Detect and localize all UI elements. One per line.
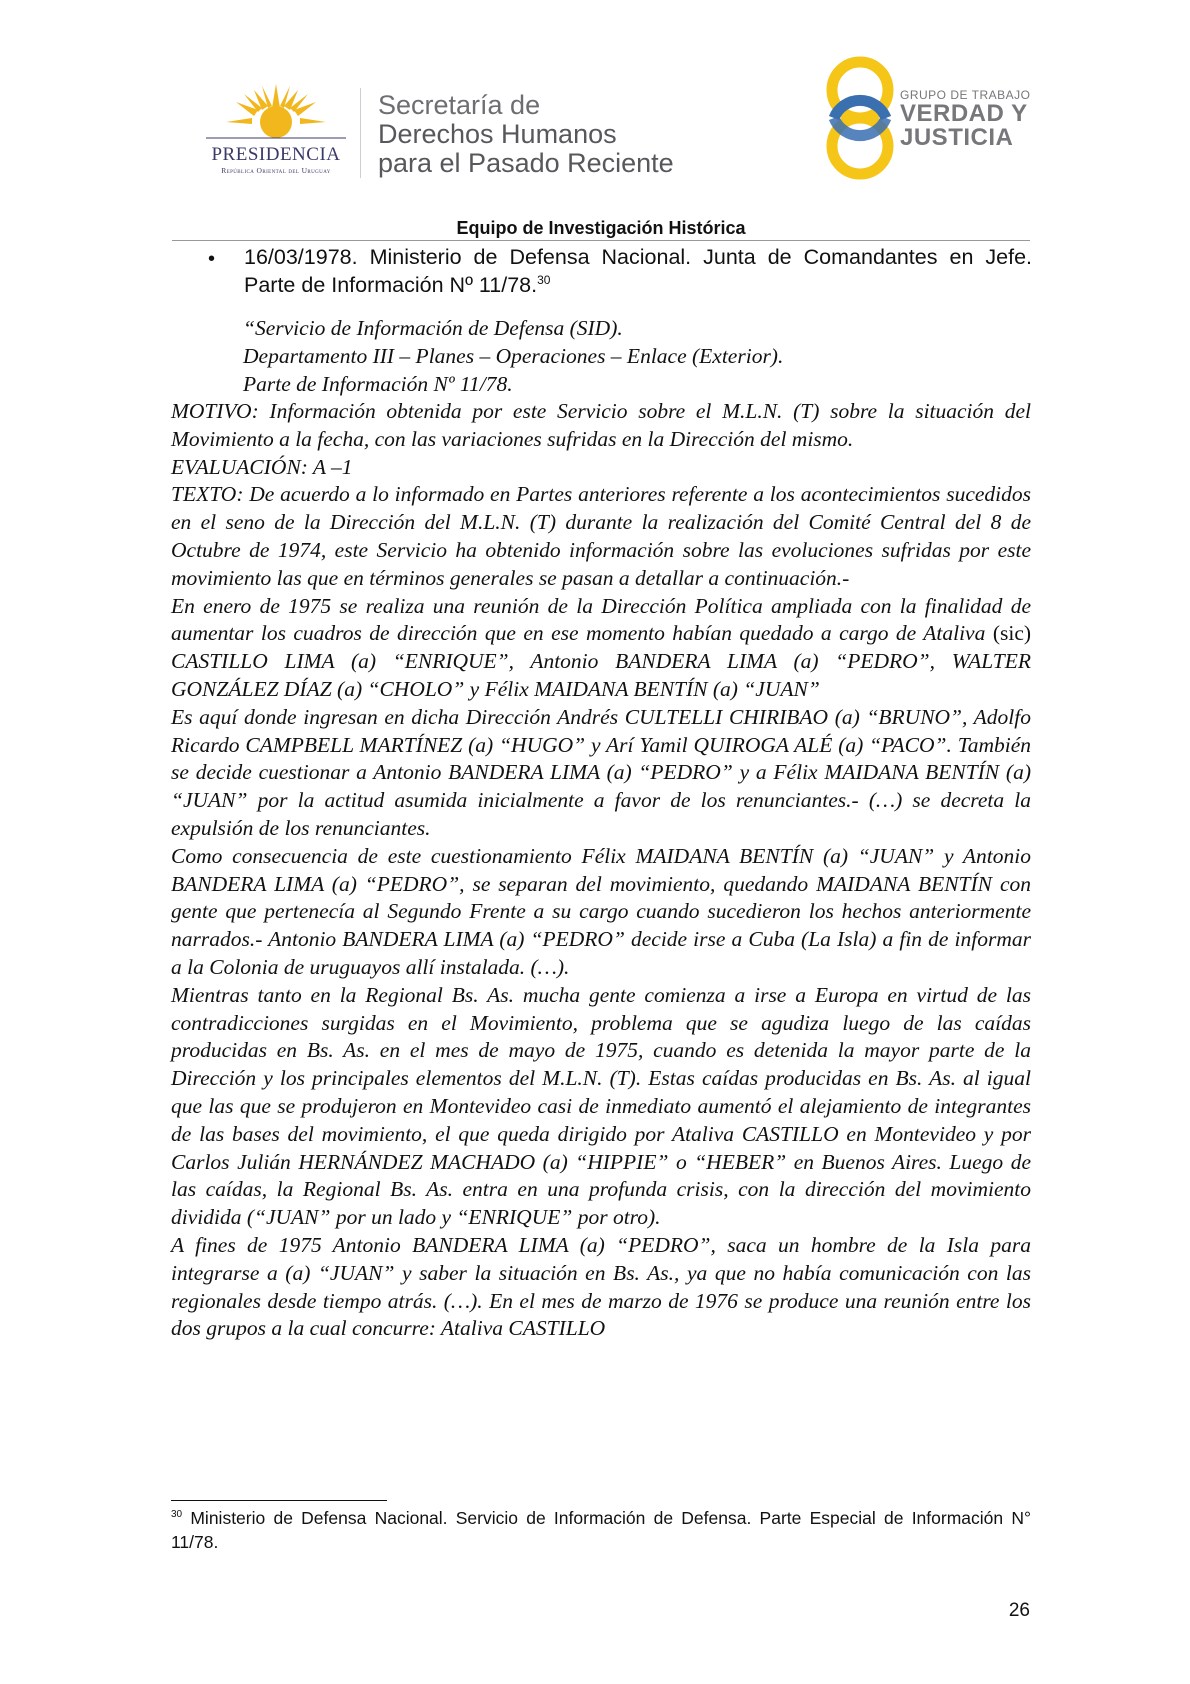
presidencia-logo — [196, 82, 356, 180]
header-divider — [360, 88, 361, 178]
sid-heading-line1: “Servicio de Información de Defensa (SID). — [243, 316, 623, 340]
page-number: 26 — [1008, 1600, 1030, 1621]
paragraph-consecuencia: Como consecuencia de este cuestionamiento Félix MAIDANA BENTÍN (a) “JUAN” y Antonio BANDERA LIMA (a) “PEDRO”, se separan del movimiento, quedando MAIDANA BENTÍN con gente que pertenecía al Segundo Frente a su cargo cuando sucedieron los hechos anteriormente narrados.- Antonio BANDERA LIMA (a) “PEDRO” decide irse a Cuba (La Isla) a fin de informar a la Colonia de uruguayos allí instalada. (…). — [171, 843, 1031, 979]
paragraph-regional: Mientras tanto en la Regional Bs. As. mucha gente comienza a irse a Europa en virtud de las contradicciones surgidas en el Movimiento, problema que se agudiza luego de las caídas producidas en Bs. As. en el mes de mayo de 1975, cuando es detenida la mayor parte de la Dirección y los principales elementos del M.L.N. (T). Estas caídas producidas en Bs. As. al igual que las que se produjeron en Montevideo casi de inmediato aumentó el alejamiento de integrantes de las bases del movimiento, el que queda dirigido por Ataliva CASTILLO en Montevideo y por Carlos Julián HERNÁNDEZ MACHADO (a) “HIPPIE” o “HEBER” en Buenos Aires. Luego de las caídas, la Regional Bs. As. entra en una profunda crisis, con la dirección del movimiento dividida (“JUAN” por un lado y “ENRIQUE” por otro). — [171, 982, 1031, 1230]
team-title: Equipo de Investigación Histórica — [456, 218, 746, 238]
bullet-item — [244, 243, 1032, 299]
paragraph-ingresos: Es aquí donde ingresan en dicha Dirección Andrés CULTELLI CHIRIBAO (a) “BRUNO”, Adolfo Ricardo CAMPBELL MARTÍNEZ (a) “HUGO” y Arí Yamil QUIROGA ALÉ (a) “PACO”. También se decide cuestionar a Antonio BANDERA LIMA (a) “PEDRO” y a Félix MAIDANA BENTÍN (a) “JUAN” por la actitud asumida inicialmente a favor de los renunciantes.- (…) se decreta la expulsión de los renunciantes. — [171, 704, 1031, 840]
paragraph-texto: TEXTO: De acuerdo a lo informado en Partes anteriores referente a los acontecimientos sucedidos en el seno de la Dirección del M.L.N. (T) durante la realización del Comité Central del 8 de Octubre de 1974, este Servicio ha obtenido información sobre las evoluciones sufridas por este movimiento las que en términos generales se pasan a detallar a continuación.- — [171, 482, 1031, 590]
verdad-justicia-logo-icon — [820, 56, 900, 182]
secretaria-line3: para el Pasado Reciente — [378, 148, 674, 178]
paragraph-evaluacion: EVALUACIÓN: A –1 — [171, 454, 353, 479]
sid-heading — [243, 314, 783, 398]
footnote — [171, 1506, 1031, 1554]
quoted-body — [171, 398, 1031, 1343]
footnote-number: 30 — [171, 1509, 183, 1521]
secretaria-line2: Derechos Humanos — [378, 119, 617, 149]
grupo-trabajo-label: GRUPO DE TRABAJO — [900, 88, 1031, 102]
presidencia-wordmark: PRESIDENCIA — [211, 144, 341, 165]
secretaria-line1: Secretaría de — [378, 90, 541, 120]
verdad-label: VERDAD Y — [900, 100, 1028, 127]
sun-emblem-icon — [196, 82, 356, 152]
secretaria-wordmark — [378, 90, 674, 178]
footnote-rule — [171, 1500, 387, 1501]
justicia-label: JUSTICIA — [900, 124, 1014, 151]
paragraph-fines-1975: A fines de 1975 Antonio BANDERA LIMA (a) “PEDRO”, saca un hombre de la Isla para integrarse a (a) “JUAN” y saber la situación en Bs. As., ya que no había comunicación con las regionales desde tiempo atrás. (…). En el mes de marzo de 1976 se produce una reunión entre los dos grupos a la cual concurre: Ataliva CASTILLO — [171, 1232, 1031, 1341]
paragraph-motivo: MOTIVO: Información obtenida por este Servicio sobre el M.L.N. (T) sobre la situación del Movimiento a la fecha, con las variaciones sufridas en la Dirección del mismo. — [171, 399, 1031, 451]
footnote-ref[interactable]: 30 — [537, 272, 551, 287]
sid-heading-line2: Departamento III – Planes – Operaciones – Enlace (Exterior). — [243, 344, 784, 368]
sid-heading-line3: Parte de Información Nº 11/78. — [243, 372, 513, 396]
p4-part-a: En enero de 1975 se realiza una reunión de la Dirección Política ampliada con la finalidad de aumentar los cuadros de dirección que en ese momento habían quedado a cargo de Ataliva — [171, 593, 1031, 646]
paragraph-enero-1975 — [171, 593, 1031, 704]
sic-note: (sic) — [992, 621, 1032, 646]
bullet-text: 16/03/1978. Ministerio de Defensa Nacional. Junta de Comandantes en Jefe. Parte de Información Nº 11/78. — [244, 245, 1032, 297]
p4-part-b: CASTILLO LIMA (a) “ENRIQUE”, Antonio BANDERA LIMA (a) “PEDRO”, WALTER GONZÁLEZ DÍAZ (a) “CHOLO” y Félix MAIDANA BENTÍN (a) “JUAN” — [171, 649, 1031, 701]
footnote-text: Ministerio de Defensa Nacional. Servicio de Información de Defensa. Parte Especial de Información N° 11/78. — [171, 1508, 1031, 1552]
header-rule — [172, 240, 1030, 241]
bullet-icon: • — [208, 248, 216, 270]
grupo-trabajo-wordmark — [900, 88, 1030, 150]
presidencia-subtitle: República Oriental del Uruguay — [221, 166, 331, 175]
